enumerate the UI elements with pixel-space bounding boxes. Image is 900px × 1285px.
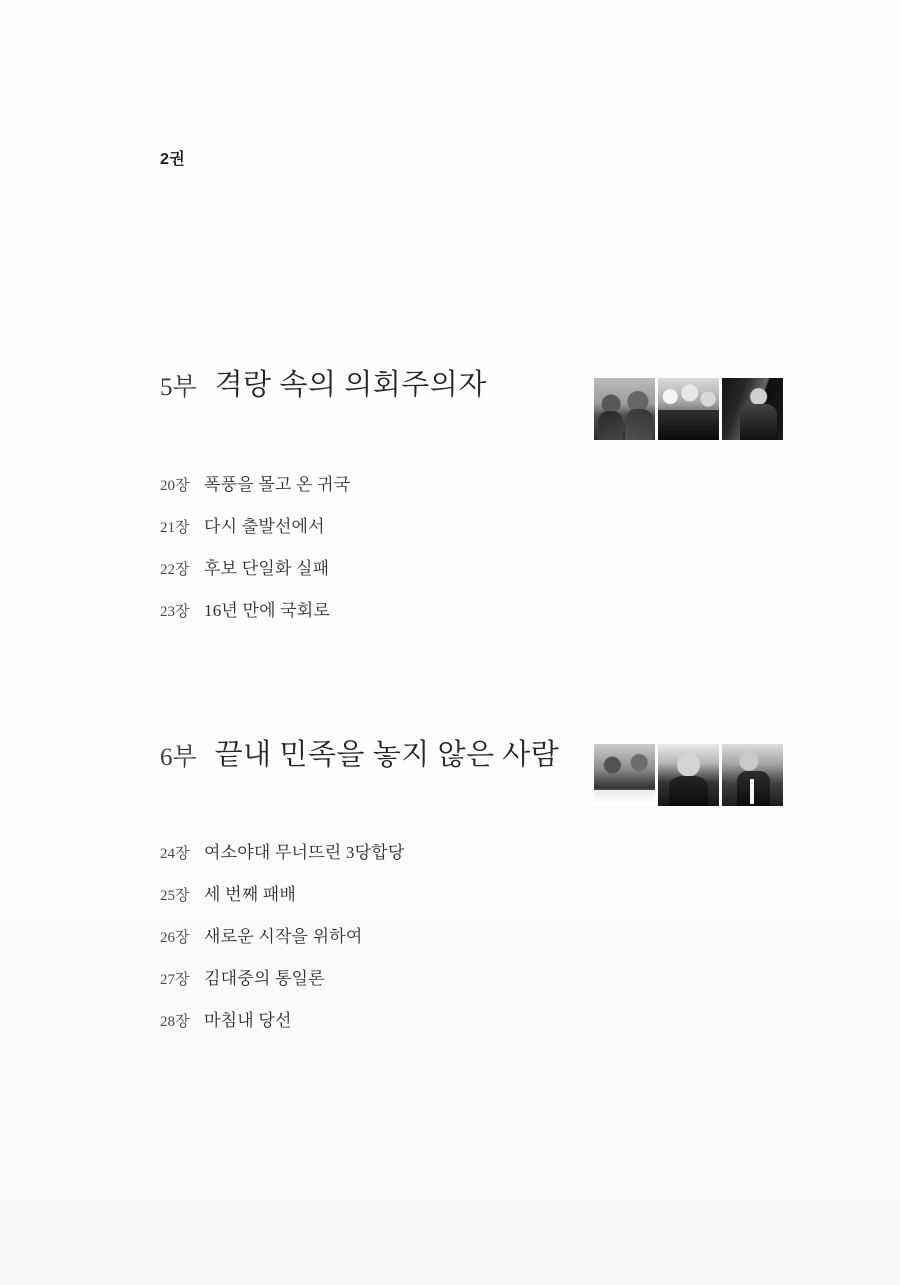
chapter-row[interactable] xyxy=(160,964,820,989)
part-heading-6 xyxy=(160,738,820,800)
part-photo-strip-6 xyxy=(594,744,783,806)
chapter-row[interactable] xyxy=(160,512,820,537)
chapter-list-6 xyxy=(160,838,820,1031)
photo-signing-table xyxy=(594,744,655,806)
chapter-number: 23장 xyxy=(160,604,190,620)
chapter-list-5 xyxy=(160,470,820,621)
chapter-title: 폭풍을 몰고 온 귀국 xyxy=(204,475,351,494)
photo-portrait-center xyxy=(658,744,719,806)
chapter-number: 21장 xyxy=(160,520,190,536)
chapter-row[interactable] xyxy=(160,596,820,621)
part-heading-5 xyxy=(160,368,820,430)
volume-label: 2권 xyxy=(160,151,186,168)
chapter-number: 26장 xyxy=(160,930,190,946)
part-number-6: 6부 xyxy=(160,744,197,771)
chapter-title: 새로운 시작을 위하여 xyxy=(204,927,363,946)
chapter-number: 28장 xyxy=(160,1014,190,1030)
chapter-row[interactable] xyxy=(160,1006,820,1031)
chapter-title: 마침내 당선 xyxy=(204,1011,292,1030)
part-photo-strip-5 xyxy=(594,378,783,440)
chapter-row[interactable] xyxy=(160,838,820,863)
chapter-title: 16년 만에 국회로 xyxy=(204,601,331,620)
chapter-row[interactable] xyxy=(160,922,820,947)
chapter-title: 세 번째 패배 xyxy=(204,885,297,904)
chapter-number: 22장 xyxy=(160,562,190,578)
part-title-5: 격랑 속의 의회주의자 xyxy=(214,369,487,401)
part-number-5: 5부 xyxy=(160,374,197,401)
part-section-6 xyxy=(160,738,820,1048)
part-section-5 xyxy=(160,368,820,638)
chapter-number: 27장 xyxy=(160,972,190,988)
chapter-row[interactable] xyxy=(160,880,820,905)
chapter-row[interactable] xyxy=(160,470,820,495)
photo-dark-figure xyxy=(722,378,783,440)
chapter-number: 25장 xyxy=(160,888,190,904)
chapter-title: 여소야대 무너뜨린 3당합당 xyxy=(204,843,405,862)
chapter-number: 20장 xyxy=(160,478,190,494)
chapter-number: 24장 xyxy=(160,846,190,862)
part-title-6: 끝내 민족을 놓지 않은 사람 xyxy=(214,739,560,771)
photo-crowd-gathering xyxy=(658,378,719,440)
chapter-row[interactable] xyxy=(160,554,820,579)
chapter-title: 다시 출발선에서 xyxy=(204,517,325,536)
photo-man-with-tie xyxy=(722,744,783,806)
chapter-title: 김대중의 통일론 xyxy=(204,969,325,988)
chapter-title: 후보 단일화 실패 xyxy=(204,559,330,578)
photo-two-men-in-suits xyxy=(594,378,655,440)
